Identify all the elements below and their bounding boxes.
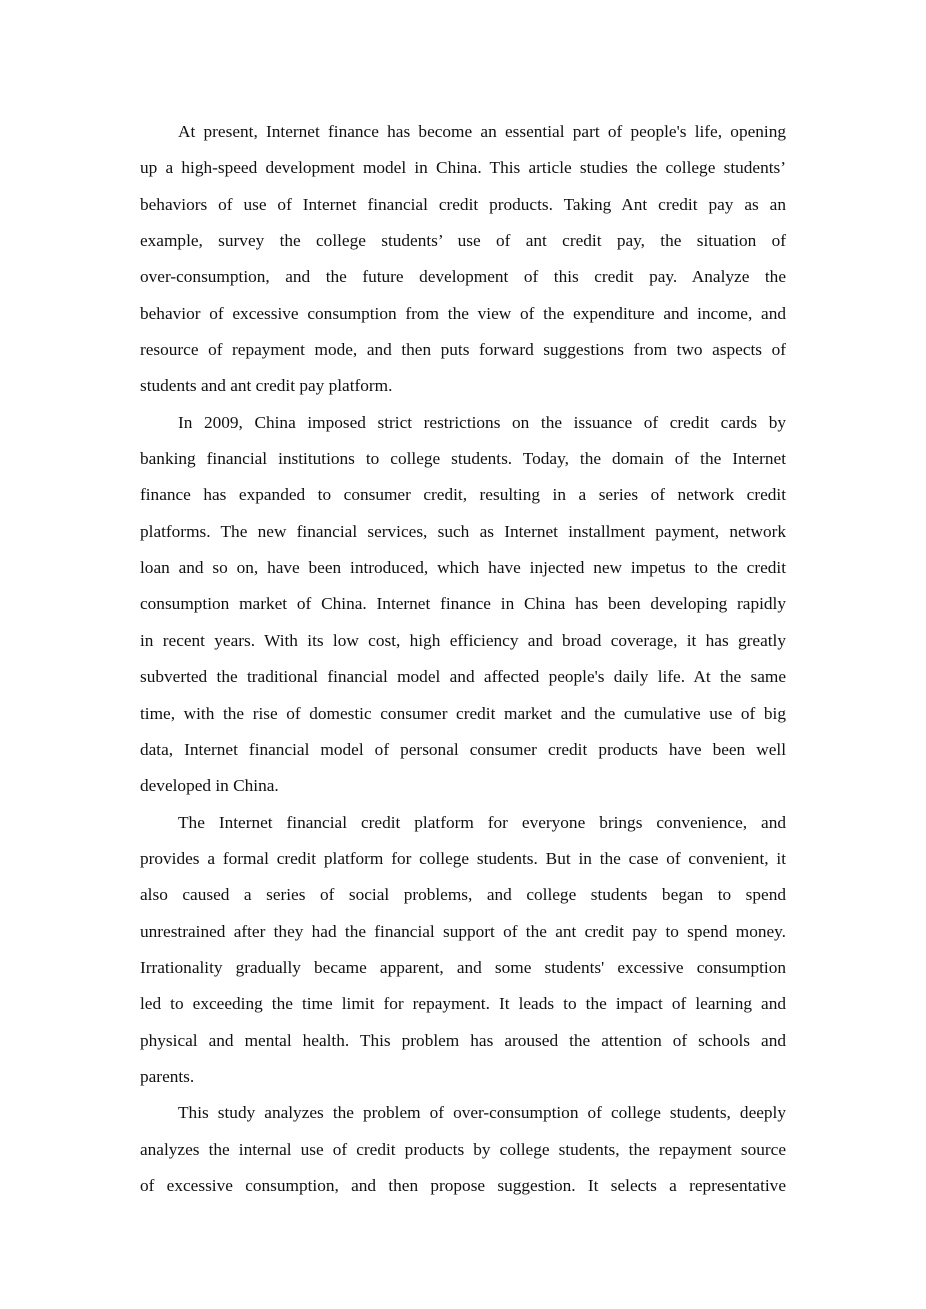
text-line: finance has expanded to consumer credit, resulting in a series of network credit — [140, 485, 786, 505]
body-text — [140, 114, 786, 1204]
text-line: Irrationality gradually became apparent, and some students' excessive consumption — [140, 957, 786, 977]
paragraph-2 — [140, 405, 786, 805]
text-line: behaviors of use of Internet financial credit products. Taking Ant credit pay as an — [140, 194, 786, 214]
text-line: also caused a series of social problems, and college students began to spend — [140, 885, 786, 905]
text-line: consumption market of China. Internet finance in China has been developing rapidly — [140, 594, 786, 614]
text-line: The Internet financial credit platform for everyone brings convenience, and — [178, 812, 786, 832]
paragraph-1 — [140, 114, 786, 405]
text-line: loan and so on, have been introduced, which have injected new impetus to the credit — [140, 558, 786, 578]
text-line: time, with the rise of domestic consumer credit market and the cumulative use of big — [140, 703, 786, 723]
text-line: This study analyzes the problem of over-consumption of college students, deeply — [178, 1103, 786, 1123]
paragraph-3 — [140, 805, 786, 1096]
text-line: led to exceeding the time limit for repayment. It leads to the impact of learning and — [140, 994, 786, 1014]
text-line: parents. — [140, 1066, 195, 1086]
text-line: banking financial institutions to college students. Today, the domain of the Internet — [140, 449, 786, 469]
text-line: students and ant credit pay platform. — [140, 376, 393, 396]
text-line: example, survey the college students’ use of ant credit pay, the situation of — [140, 231, 786, 251]
text-line: developed in China. — [140, 776, 279, 796]
text-line: in recent years. With its low cost, high efficiency and broad coverage, it has greatly — [140, 630, 786, 650]
text-line: physical and mental health. This problem has aroused the attention of schools and — [140, 1030, 786, 1050]
text-line: At present, Internet finance has become an essential part of people's life, opening — [178, 122, 786, 141]
text-line: up a high-speed development model in China. This article studies the college students’ — [140, 158, 786, 178]
text-line: In 2009, China imposed strict restrictions on the issuance of credit cards by — [178, 412, 786, 432]
text-line: platforms. The new financial services, such as Internet installment payment, network — [140, 521, 786, 541]
text-line: unrestrained after they had the financial support of the ant credit pay to spend money. — [140, 921, 786, 941]
text-line: subverted the traditional financial model and affected people's daily life. At the same — [140, 667, 786, 687]
text-line: resource of repayment mode, and then puts forward suggestions from two aspects of — [140, 340, 786, 360]
text-line: data, Internet financial model of personal consumer credit products have been well — [140, 739, 786, 759]
text-line: over-consumption, and the future development of this credit pay. Analyze the — [140, 267, 786, 287]
text-line: analyzes the internal use of credit products by college students, the repayment source — [140, 1139, 786, 1159]
paragraph-4 — [140, 1095, 786, 1204]
text-line: provides a formal credit platform for college students. But in the case of convenient, it — [140, 848, 786, 868]
text-line: of excessive consumption, and then propose suggestion. It selects a representative — [140, 1175, 786, 1195]
text-line: behavior of excessive consumption from the view of the expenditure and income, and — [140, 303, 786, 323]
